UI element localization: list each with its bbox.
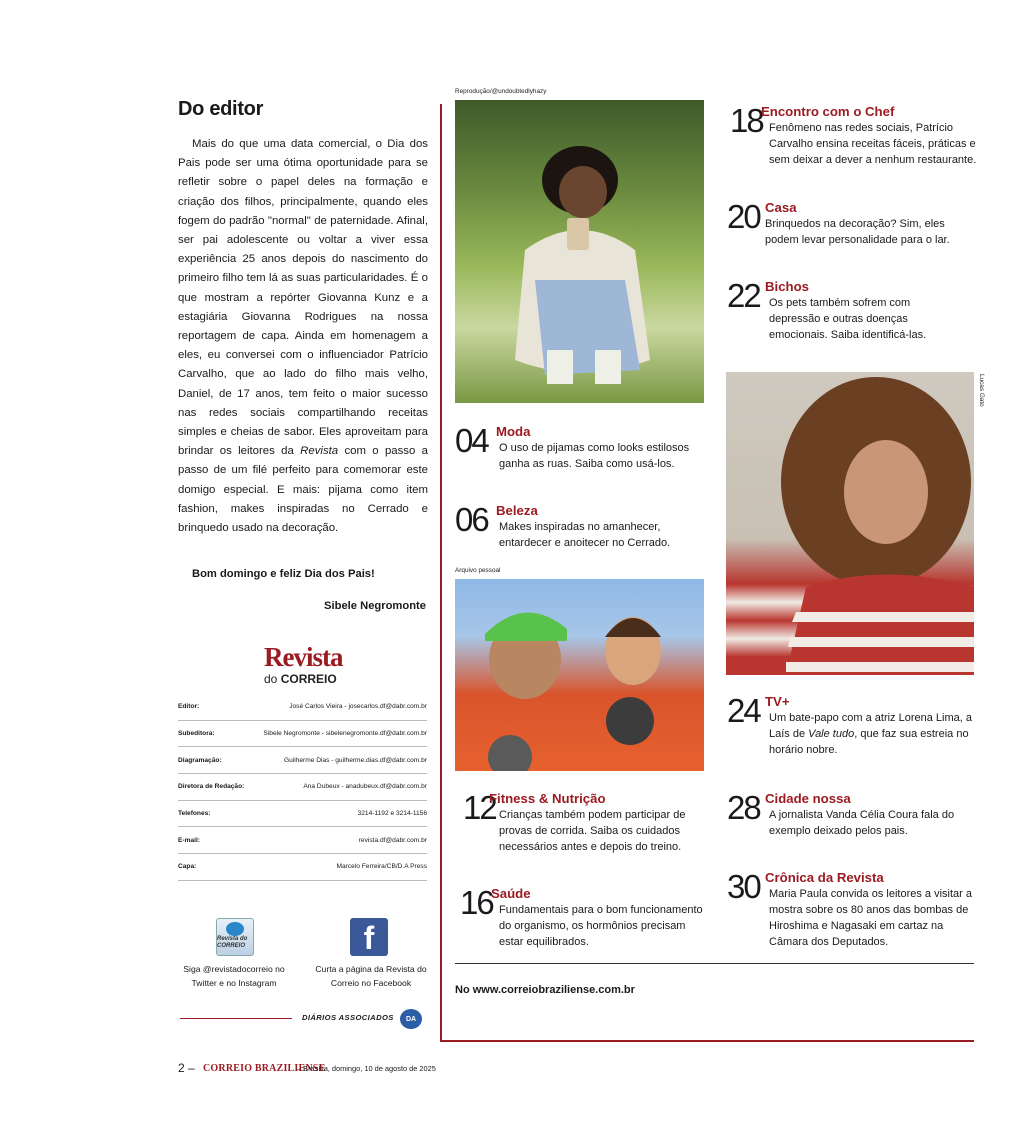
- credit-row: [178, 801, 427, 828]
- running-family-illustration: [455, 579, 704, 771]
- toc-entry-chef[interactable]: [730, 104, 978, 174]
- credit-label: Telefones:: [178, 810, 211, 818]
- editor-letter-emphasis: Revista: [300, 445, 339, 458]
- editor-signature: Sibele Negromonte: [324, 600, 426, 612]
- credit-row: [178, 827, 427, 854]
- credit-value[interactable]: Guilherme Dias - guilherme.dias.df@dabr.com.br: [283, 756, 427, 764]
- masthead-credits: [178, 694, 427, 881]
- toc-entry-saude[interactable]: [460, 886, 708, 956]
- editor-title: Do editor: [178, 98, 264, 120]
- toc-section-description: Maria Paula convida os leitores a visitar a mostra sobre os 80 anos das bombas de Hiroshima e Nagasaki em cartaz na Câmara dos Deputados.: [769, 888, 972, 948]
- toc-section-title: Bichos: [765, 279, 809, 294]
- credit-value: Marcelo Ferreira/CB/D.A Press: [336, 863, 427, 871]
- editor-greeting: Bom domingo e feliz Dia dos Pais!: [192, 568, 375, 580]
- toc-page-number: 12: [463, 789, 496, 826]
- toc-page-number: 22: [727, 277, 760, 314]
- website-rule: [455, 963, 974, 964]
- credit-value[interactable]: revista.df@dabr.com.br: [358, 836, 427, 844]
- toc-section-title: Moda: [496, 424, 531, 439]
- credit-value[interactable]: Sibele Negromonte - sibelenegromonte.df@dabr.com.br: [263, 730, 427, 738]
- credit-row: [178, 694, 427, 721]
- column-divider: [440, 104, 442, 1042]
- toc-entry-tv[interactable]: [727, 694, 975, 764]
- pajama-fashion-photo: [455, 100, 704, 403]
- toc-section-title: Cidade nossa: [765, 791, 851, 806]
- running-family-photo: [455, 579, 704, 771]
- website-link[interactable]: No www.correiobraziliense.com.br: [455, 984, 635, 996]
- toc-section-title: Casa: [765, 200, 797, 215]
- credit-label: Capa:: [178, 863, 197, 871]
- editor-letter: [178, 135, 428, 538]
- toc-section-title: Crônica da Revista: [765, 870, 884, 885]
- toc-section-title: TV+: [765, 694, 790, 709]
- editor-letter-text: Mais do que uma data comercial, o Dia dos Pais pode ser uma ótima oportunidade para se refletir sobre o papel deles na formação e criação dos filhos, principalmente, quando eles fogem do padrão "normal" de paternidade. Afinal, ser pai adolescente ou voltar a viver essa experiência 25 anos depois do nascimento do primeiro filho tem lá as suas particularidades. É o que mostram a repórter Giovanna Kunz e a estagiária Giovanna Rodrigues na nossa reportagem de capa. Ainda em homenagem a eles, eu conversei com o influenciador Patrício Carvalho, que ao lado do filho mais velho, Daniel, de 17 anos, tem feito o maior sucesso nas redes sociais compartilhando receitas simples e cheias de sabor. Eles aproveitam para brindar os leitores da: [178, 138, 428, 458]
- credit-row: [178, 774, 427, 801]
- toc-page-number: 24: [727, 692, 760, 729]
- associados-text: DIÁRIOS ASSOCIADOS: [302, 1013, 394, 1022]
- credit-value[interactable]: Ana Dubeux - anadubeux.df@dabr.com.br: [303, 783, 427, 791]
- newspaper-brand: CORREIO BRAZILIENSE: [203, 1063, 326, 1074]
- toc-section-description: Crianças também podem participar de provas de corrida. Saiba os cuidados necessários antes e depois do treino.: [499, 809, 686, 853]
- actress-portrait-photo: [726, 372, 974, 675]
- tv-description-text: Um bate-papo com a atriz Lorena Lima, a Laís de: [769, 712, 972, 740]
- associados-logo-icon: DA: [400, 1009, 422, 1029]
- toc-entry-fitness[interactable]: [463, 791, 708, 861]
- toc-entry-cronica[interactable]: [727, 870, 975, 950]
- logo-revista: Revista: [264, 642, 343, 672]
- toc-page-number: 20: [727, 198, 760, 235]
- twitter-icon-text: Revista do CORREIO: [217, 936, 248, 949]
- photo-credit: Arquivo pessoal: [455, 567, 501, 574]
- logo-do: do: [264, 672, 278, 686]
- credit-row: [178, 854, 427, 881]
- revista-logo: [262, 642, 342, 688]
- toc-section-title: Fitness & Nutrição: [489, 791, 606, 806]
- actress-portrait-illustration: [726, 372, 974, 675]
- logo-correio: CORREIO: [280, 672, 337, 686]
- toc-section-description: Makes inspiradas no amanhecer, entardecer e anoitecer no Cerrado.: [499, 521, 671, 549]
- toc-page-number: 16: [460, 884, 493, 921]
- toc-section-description: Brinquedos na decoração? Sim, eles podem levar personalidade para o lar.: [765, 218, 950, 246]
- twitter-icon[interactable]: [216, 918, 254, 956]
- toc-section-title: Beleza: [496, 503, 538, 518]
- toc-section-title: Saúde: [491, 886, 531, 901]
- publication-date: – Brasília, domingo, 10 de agosto de 2025: [297, 1064, 436, 1073]
- toc-page-number: 30: [727, 868, 760, 905]
- toc-section-description: Os pets também sofrem com depressão e outras doenças emocionais. Saiba identificá-las.: [769, 297, 927, 341]
- credit-value[interactable]: José Carlos Vieira - josecarlos.df@dabr.com.br: [289, 703, 427, 711]
- toc-section-description: Fundamentais para o bom funcionamento do organismo, os hormônios precisam estar equilibrados.: [499, 904, 703, 948]
- credit-value: 3214-1192 e 3214-1156: [357, 810, 427, 818]
- page-number: 2 –: [178, 1061, 195, 1075]
- credit-label: Diagramação:: [178, 756, 222, 764]
- toc-page-number: 04: [455, 422, 488, 459]
- pajama-fashion-illustration: [455, 100, 704, 403]
- credit-row: [178, 747, 427, 774]
- editor-letter-text-end: com o passo a passo de um filé perfeito para comemorar este domigo especial. E mais: pijama como item fashion, makes inspiradas no Cerrado e brinquedo usado na decoração.: [178, 445, 428, 535]
- toc-entry-cidade[interactable]: [727, 791, 975, 841]
- facebook-icon[interactable]: f: [350, 918, 388, 956]
- photo-credit: Lucas Gato: [978, 374, 985, 407]
- facebook-caption: Curta a página da Revista do Correio no Facebook: [315, 964, 427, 988]
- credit-label: E-mail:: [178, 836, 200, 844]
- photo-credit: Reprodução/@undoubtedlyhazy: [455, 88, 547, 95]
- twitter-caption: Siga @revistadocorreio no Twitter e no Instagram: [183, 964, 285, 988]
- toc-page-number: 18: [730, 102, 763, 139]
- toc-page-number: 06: [455, 501, 488, 538]
- toc-entry-casa[interactable]: [727, 200, 975, 250]
- tv-description-show: Vale tudo: [808, 728, 855, 740]
- bottom-rule: [440, 1040, 974, 1042]
- toc-page-number: 28: [727, 789, 760, 826]
- toc-entry-bichos[interactable]: [727, 279, 975, 349]
- toc-section-description: Fenômeno nas redes sociais, Patrício Carvalho ensina receitas fáceis, práticas e sem deixar a dever a nenhum restaurante.: [769, 122, 977, 166]
- logo-do-correio: [264, 672, 337, 686]
- credit-label: Editor:: [178, 703, 200, 711]
- toc-entry-beleza[interactable]: [455, 503, 705, 563]
- credit-row: [178, 721, 427, 748]
- bird-icon: [226, 922, 244, 936]
- credit-label: Subeditora:: [178, 730, 215, 738]
- toc-section-description: A jornalista Vanda Célia Coura fala do exemplo deixado pelos pais.: [769, 809, 955, 837]
- toc-section-description: [769, 710, 974, 758]
- toc-section-title: Encontro com o Chef: [761, 104, 895, 119]
- toc-entry-moda[interactable]: [455, 424, 705, 484]
- associados-divider: [180, 1018, 292, 1019]
- tv-description-text-end: , que faz sua estreia no horário nobre.: [769, 728, 969, 756]
- credit-label: Diretora de Redação:: [178, 783, 245, 791]
- toc-section-description: O uso de pijamas como looks estilosos ganha as ruas. Saiba como usá-los.: [499, 442, 690, 470]
